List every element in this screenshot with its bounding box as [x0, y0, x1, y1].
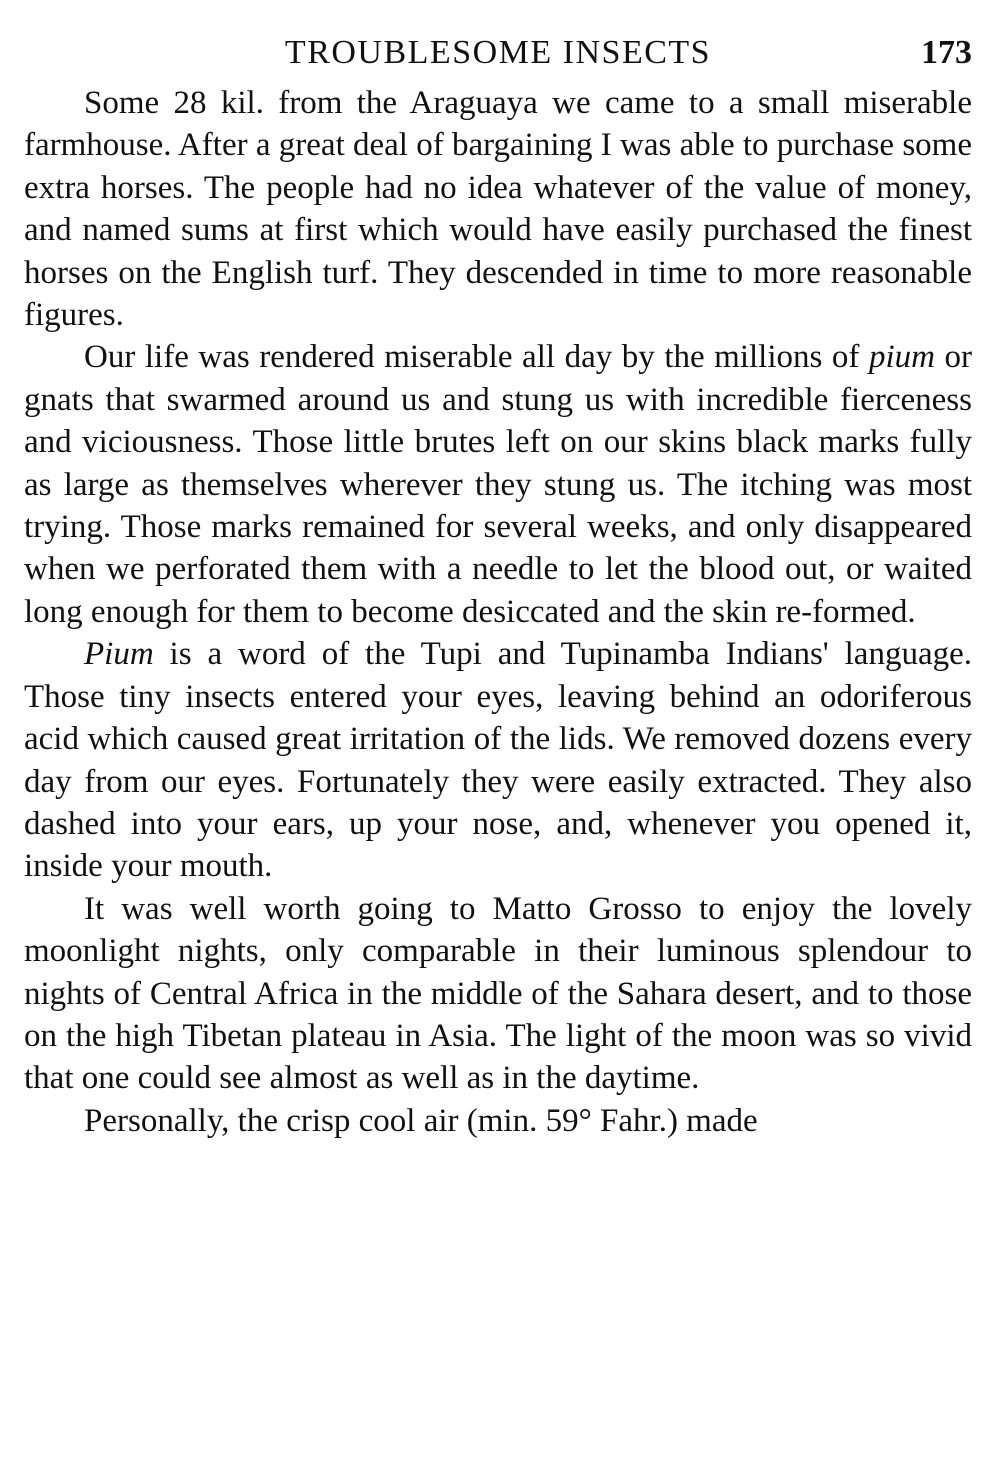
paragraph-text: Some 28 kil. from the Araguaya we came to a small miserable farmhouse. After a great deal of bargaining I was able to purchase some extra horses. The people had no idea whatever of the value of money, and named sums at first which would have easily purchased the finest horses on the English turf. They descended in time to more reasonable figures.	[24, 85, 972, 334]
running-title: TROUBLESOME INSECTS	[284, 34, 712, 71]
page-number: 173	[921, 34, 972, 71]
italic-term: Pium	[84, 636, 154, 673]
book-page	[24, 28, 972, 1142]
paragraph-text-end: is a word of the Tupi and Tupinamba Indians' language. Those tiny insects entered your eyes, leaving behind an odoriferous acid which caused great irritation of the lids. We removed dozens every day from our eyes. Fortunately they were easily extracted. They also dashed into your ears, up your nose, and, whenever you opened it, inside your mouth.	[24, 636, 972, 885]
paragraph-text-start: Our life was rendered miserable all day by the millions of	[84, 339, 869, 376]
paragraph-pium-word	[24, 633, 972, 887]
running-head	[24, 28, 972, 78]
paragraph-text: Personally, the crisp cool air (min. 59° Fahr.) made	[84, 1102, 758, 1139]
paragraph-moonlight	[24, 888, 972, 1100]
paragraph-cool-air	[24, 1100, 972, 1142]
paragraph-farmhouse	[24, 82, 972, 336]
paragraph-text: It was well worth going to Matto Grosso to enjoy the lovely moonlight nights, only comparable in their luminous splendour to nights of Central Africa in the middle of the Sahara desert, and to those on the high Tibetan plateau in Asia. The light of the moon was so vivid that one could see almost as well as in the daytime.	[24, 890, 972, 1097]
italic-term: pium	[868, 339, 935, 376]
body-text	[24, 82, 972, 1142]
paragraph-text-end: or gnats that swarmed around us and stung us with incredible fierceness and viciousness. Those little brutes left on our skins black marks fully as large as themselves wherever they stung us. The itching was most trying. Those marks remained for several weeks, and only disappeared when we perforated them with a needle to let the blood out, or waited long enough for them to become desiccated and the skin re-formed.	[24, 339, 972, 630]
paragraph-pium-gnats	[24, 336, 972, 633]
